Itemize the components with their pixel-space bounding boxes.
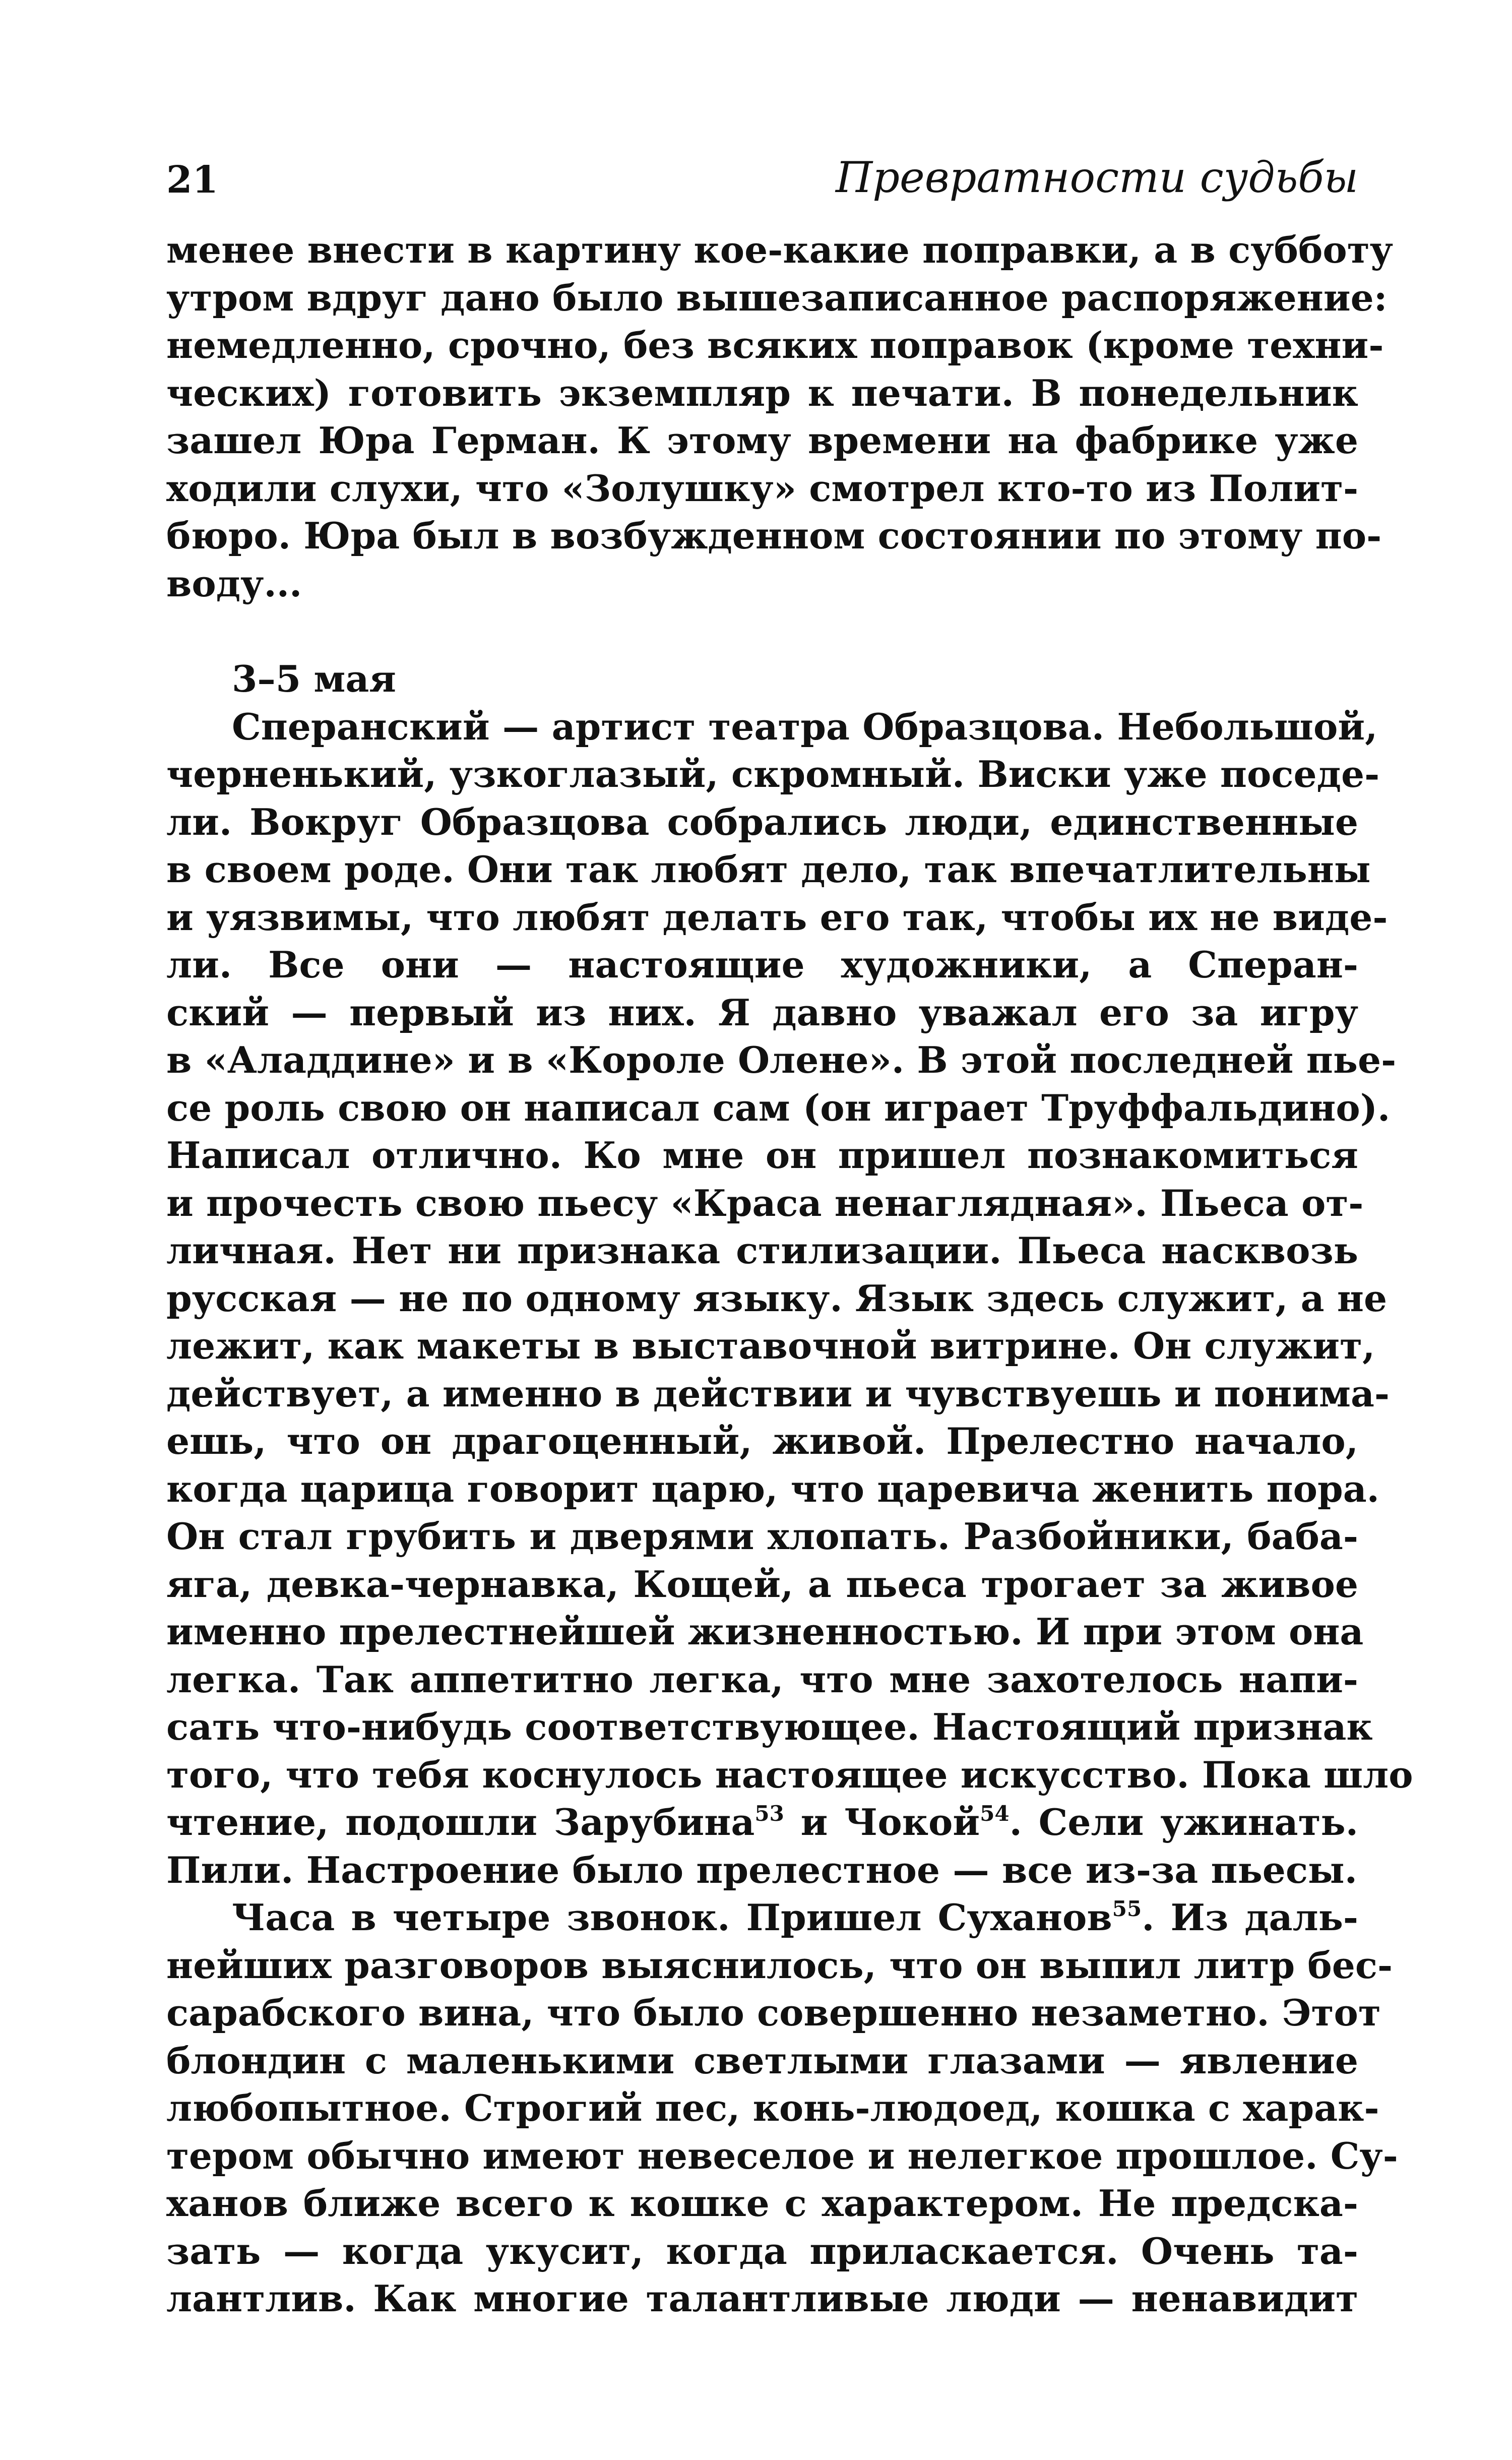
text-line: в своем роде. Они так любят дело, так впечатлительны bbox=[166, 848, 1371, 891]
text-line: ли. Все они — настоящие художники, а Сперан- bbox=[166, 944, 1358, 987]
text-line: утром вдруг дано было вышезаписанное распоряжение: bbox=[166, 276, 1388, 320]
footnote-ref-53[interactable]: 53 bbox=[754, 1801, 784, 1826]
text-line: немедленно, срочно, без всяких поправок (кроме техни- bbox=[166, 324, 1384, 367]
text-line: зашел Юра Герман. К этому времени на фабрике уже bbox=[166, 419, 1358, 462]
text-line: черненький, узкоглазый, скромный. Виски уже поседе- bbox=[166, 753, 1380, 796]
text-line: Пили. Настроение было прелестное — все из-за пьесы. bbox=[166, 1849, 1357, 1892]
text-line: и уязвимы, что любят делать его так, чтобы их не виде- bbox=[166, 896, 1388, 939]
paragraph bbox=[166, 227, 1394, 608]
diary-date-heading: 3–5 мая bbox=[232, 658, 396, 701]
text-line: ходили слухи, что «Золушку» смотрел кто-то из Полит- bbox=[166, 467, 1359, 510]
section-gap bbox=[166, 608, 1358, 656]
text-line: ханов ближе всего к кошке с характером. Не предска- bbox=[166, 2182, 1358, 2225]
text-segment: . Из даль- bbox=[1142, 1896, 1358, 1939]
page-number: 21 bbox=[166, 158, 218, 202]
text-line: яга, девка-чернавка, Кощей, а пьеса трогает за живое bbox=[166, 1563, 1358, 1606]
text-line-with-footnotes bbox=[166, 1799, 1358, 1847]
text-line: тером обычно имеют невеселое и нелегкое прошлое. Су- bbox=[166, 2134, 1398, 2178]
text-line: воду... bbox=[166, 562, 302, 605]
text-line: личная. Нет ни признака стилизации. Пьеса насквозь bbox=[166, 1229, 1358, 1272]
page-header bbox=[166, 141, 1358, 212]
paragraph bbox=[166, 704, 1413, 1895]
text-segment: чтение, подошли Зарубина bbox=[166, 1801, 755, 1844]
body-text bbox=[166, 227, 1413, 2323]
text-line: любопытное. Строгий пес, конь-людоед, кошка с харак- bbox=[166, 2087, 1379, 2130]
text-line: того, что тебя коснулось настоящее искусство. Пока шло bbox=[166, 1753, 1413, 1797]
footnote-ref-55[interactable]: 55 bbox=[1112, 1896, 1142, 1921]
text-line: ли. Вокруг Образцова собрались люди, единственные bbox=[166, 801, 1358, 844]
text-line: в «Аладдине» и в «Короле Олене». В этой последней пье- bbox=[166, 1039, 1397, 1082]
text-line: лантлив. Как многие талантливые люди — ненавидит bbox=[166, 2278, 1358, 2320]
text-segment: . Сели ужинать. bbox=[1009, 1801, 1358, 1844]
text-line: ский — первый из них. Я давно уважал его за игру bbox=[166, 991, 1358, 1034]
text-line: нейших разговоров выяснилось, что он выпил литр бес- bbox=[166, 1944, 1393, 1987]
running-title: Превратности судьбы bbox=[836, 153, 1358, 202]
text-line: сарабского вина, что было совершенно незаметно. Этот bbox=[166, 1992, 1381, 2035]
text-line: Он стал грубить и дверями хлопать. Разбойники, баба- bbox=[166, 1515, 1358, 1558]
footnote-ref-54[interactable]: 54 bbox=[980, 1801, 1010, 1826]
text-segment: и Чокой bbox=[784, 1801, 980, 1844]
text-line: и прочесть свою пьесу «Краса ненаглядная». Пьеса от- bbox=[166, 1182, 1364, 1225]
text-line: действует, а именно в действии и чувствуешь и понима- bbox=[166, 1372, 1390, 1416]
text-line: бюро. Юра был в возбужденном состоянии по этому по- bbox=[166, 515, 1382, 558]
text-line: зать — когда укусит, когда приласкается. Очень та- bbox=[166, 2230, 1358, 2273]
text-line: сать что-нибудь соответствующее. Настоящий признак bbox=[166, 1706, 1373, 1749]
text-line: именно прелестнейшей жизненностью. И при этом она bbox=[166, 1611, 1364, 1653]
text-line-with-footnote bbox=[166, 1894, 1358, 1942]
text-line: Сперанский — артист театра Образцова. Небольшой, bbox=[232, 705, 1378, 749]
text-line: ческих) готовить экземпляр к печати. В понедельник bbox=[166, 372, 1358, 415]
text-line: Написал отлично. Ко мне он пришел познакомиться bbox=[166, 1134, 1358, 1177]
text-line: когда царица говорит царю, что царевича женить пора. bbox=[166, 1467, 1379, 1511]
text-line: блондин с маленькими светлыми глазами — явление bbox=[166, 2039, 1358, 2082]
text-line: ешь, что он драгоценный, живой. Прелестно начало, bbox=[166, 1420, 1358, 1463]
paragraph bbox=[166, 1894, 1398, 2323]
text-line: русская — не по одному языку. Язык здесь служит, а не bbox=[166, 1277, 1388, 1320]
text-segment: Часа в четыре звонок. Пришел Суханов bbox=[232, 1896, 1112, 1939]
book-page bbox=[166, 141, 1413, 2323]
text-line: се роль свою он написал сам (он играет Труффальдино). bbox=[166, 1086, 1391, 1130]
text-line: лежит, как макеты в выставочной витрине. Он служит, bbox=[166, 1325, 1375, 1368]
text-line: менее внести в картину кое-какие поправки, а в субботу bbox=[166, 229, 1394, 272]
text-line: легка. Так аппетитно легка, что мне захотелось напи- bbox=[166, 1658, 1358, 1701]
